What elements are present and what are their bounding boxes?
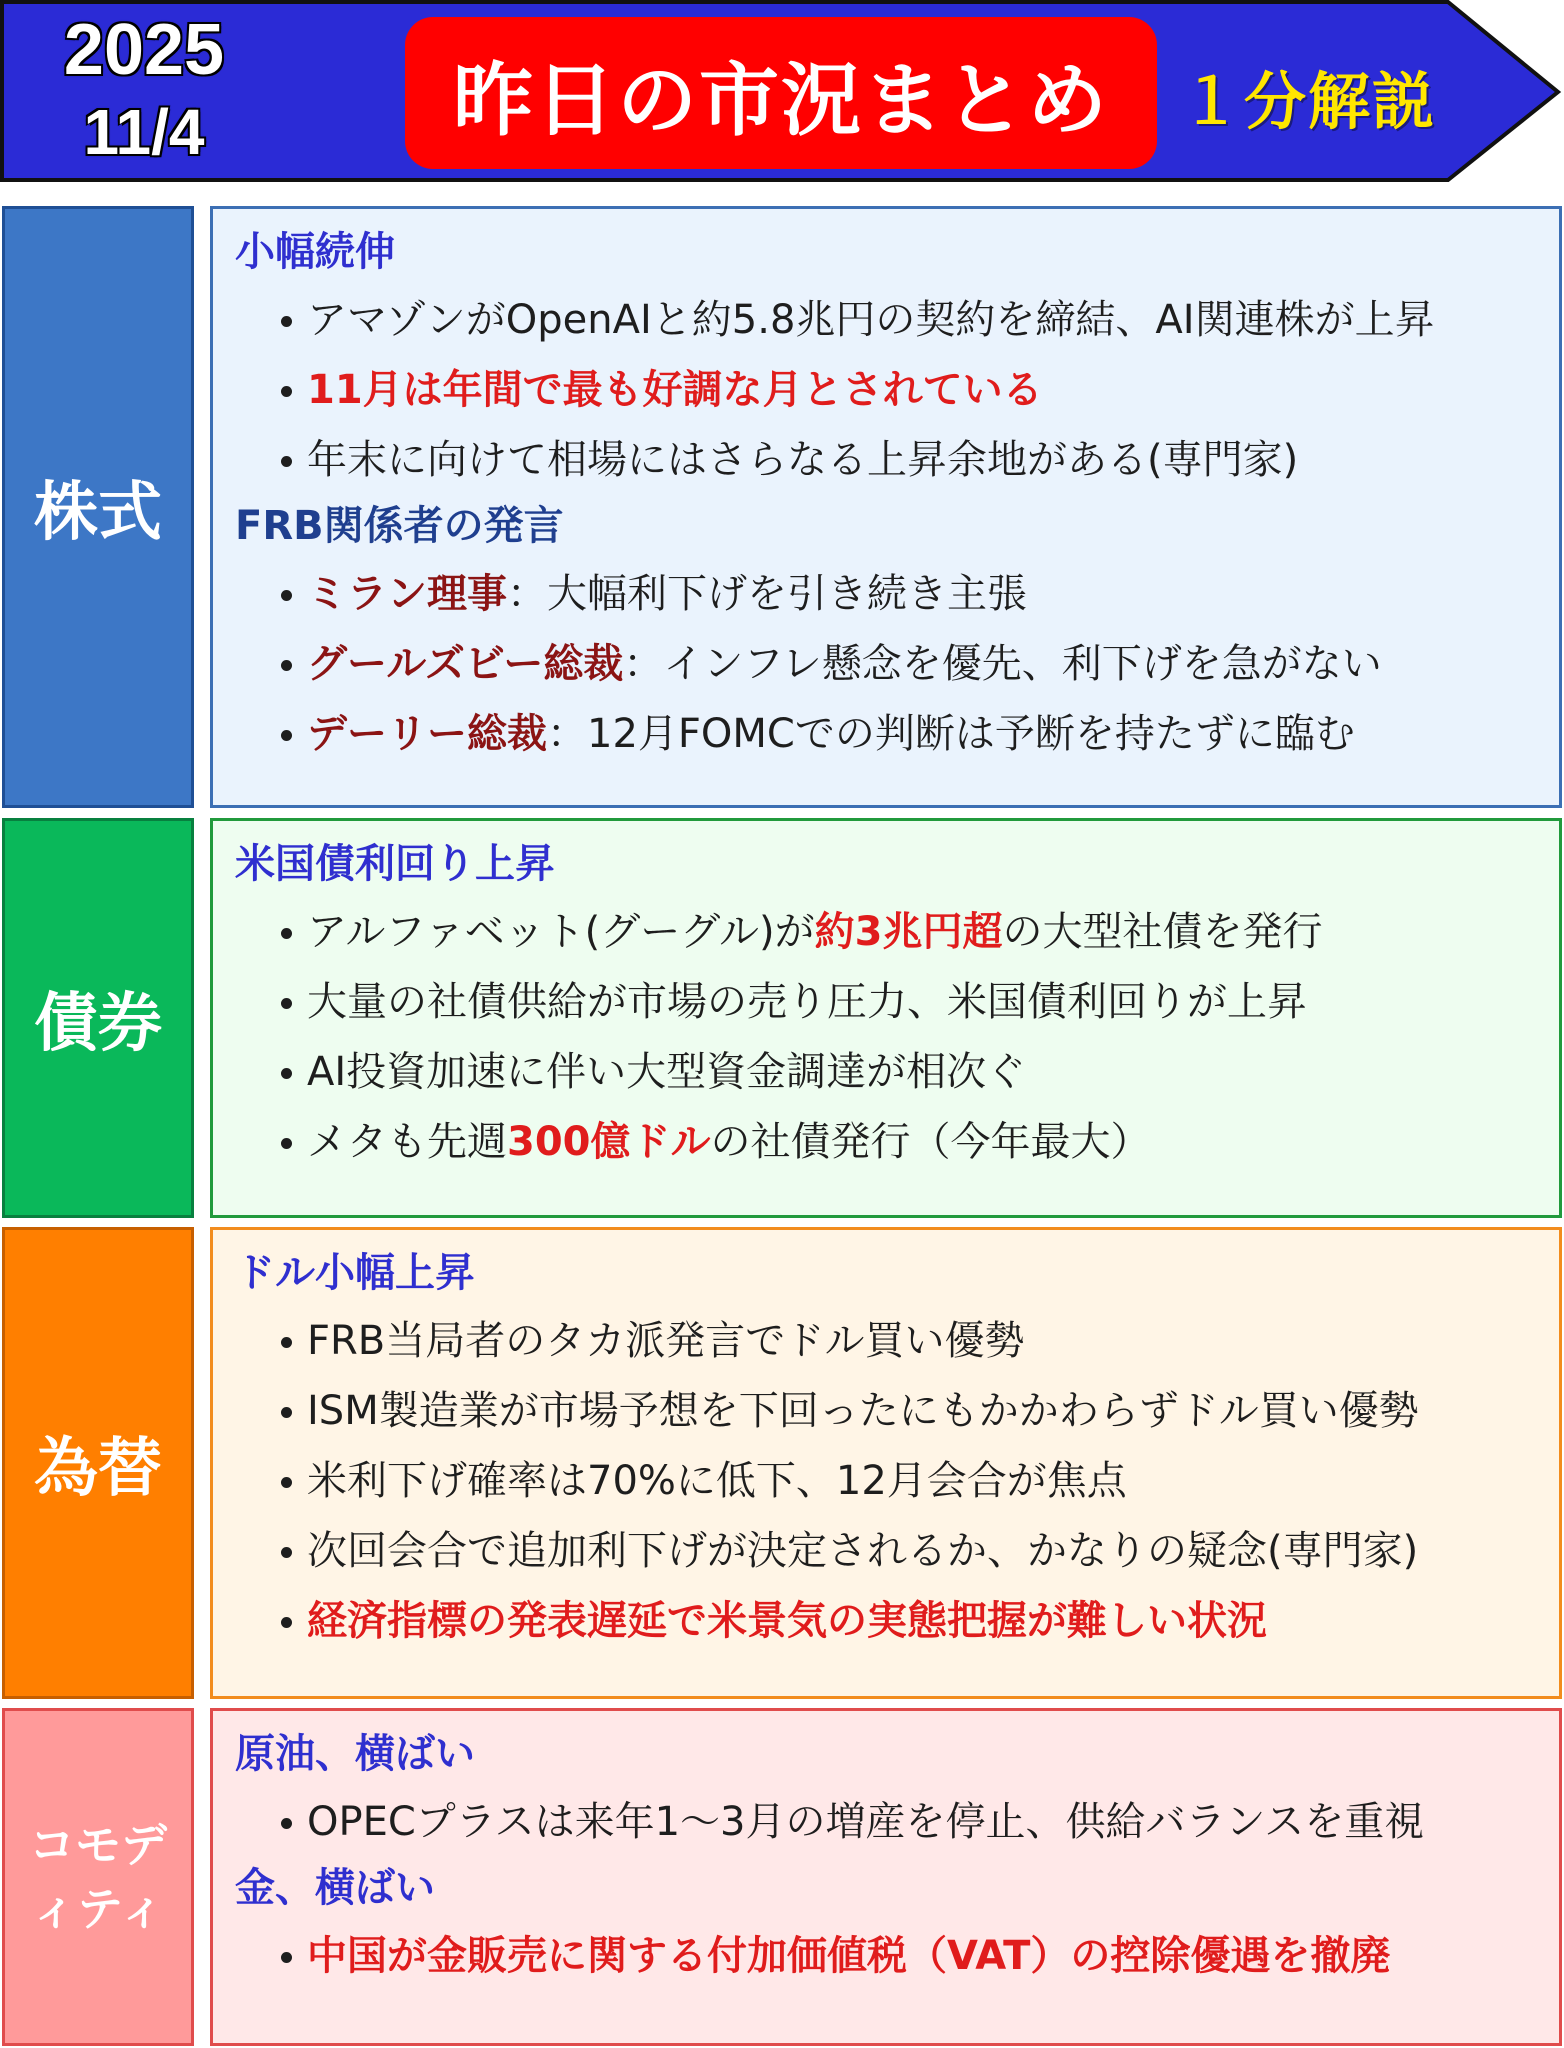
date-display <box>18 10 270 168</box>
stocks-heading-2: FRB関係者の発言 <box>235 503 564 549</box>
bonds-heading-1: 米国債利回り上昇 <box>235 841 555 887</box>
list-item: 米利下げ確率は70%に低下、12月会合が焦点 <box>235 1456 1559 1506</box>
date-month-day: 11/4 <box>83 96 205 168</box>
list-item: 11月は年間で最も好調な月とされている <box>235 365 1559 415</box>
section-content-bonds <box>210 818 1562 1218</box>
section-label-bonds: 債券 <box>2 818 194 1218</box>
list-item: 年末に向けて相場にはさらなる上昇余地がある(専門家) <box>235 435 1559 485</box>
list-item: 経済指標の発表遅延で米景気の実態把握が難しい状況 <box>235 1596 1559 1646</box>
section-content-stocks <box>210 206 1562 808</box>
section-commodity <box>0 1708 1564 2046</box>
header-banner <box>0 0 1564 182</box>
commodity-label-line-2: ィティ <box>30 1882 166 1936</box>
list-item: 次回会合で追加利下げが決定されるか、かなりの疑念(専門家) <box>235 1526 1559 1576</box>
commodity-label-line-1: コモデ <box>29 1818 167 1872</box>
list-item: OPECプラスは来年1〜3月の増産を停止、供給バランスを重視 <box>235 1797 1559 1847</box>
list-item: ISM製造業が市場予想を下回ったにもかかわらずドル買い優勢 <box>235 1386 1559 1436</box>
list-item: グールズビー総裁：インフレ懸念を優先、利下げを急がない <box>235 639 1559 689</box>
stocks-list-2 <box>235 569 1559 759</box>
section-bonds <box>0 818 1564 1218</box>
commodity-heading-1: 原油、横ばい <box>235 1731 475 1777</box>
list-item: 大量の社債供給が市場の売り圧力、米国債利回りが上昇 <box>235 977 1559 1027</box>
section-content-commodity <box>210 1708 1562 2046</box>
page-subtitle: １分解説 <box>1180 65 1437 138</box>
commodity-list-2 <box>235 1931 1559 1981</box>
list-item: 中国が金販売に関する付加価値税（VAT）の控除優遇を撤廃 <box>235 1931 1559 1981</box>
section-stocks <box>0 206 1564 808</box>
commodity-list-1 <box>235 1797 1559 1847</box>
stocks-heading-1: 小幅続伸 <box>235 229 395 275</box>
list-item: アルファベット(グーグル)が約3兆円超の大型社債を発行 <box>235 907 1559 957</box>
page-title: 昨日の市況まとめ <box>453 53 1109 147</box>
section-label-stocks: 株式 <box>2 206 194 808</box>
fx-list <box>235 1316 1559 1646</box>
bonds-list <box>235 907 1559 1167</box>
list-item: メタも先週300億ドルの社債発行（今年最大） <box>235 1117 1559 1167</box>
list-item: FRB当局者のタカ派発言でドル買い優勢 <box>235 1316 1559 1366</box>
section-fx <box>0 1227 1564 1699</box>
date-year: 2025 <box>63 10 225 90</box>
stocks-list-1 <box>235 295 1559 485</box>
list-item: アマゾンがOpenAIと約5.8兆円の契約を締結、AI関連株が上昇 <box>235 295 1559 345</box>
section-content-fx <box>210 1227 1562 1699</box>
fx-heading-1: ドル小幅上昇 <box>235 1250 475 1296</box>
commodity-heading-2: 金、横ばい <box>235 1865 435 1911</box>
section-label-fx: 為替 <box>2 1227 194 1699</box>
list-item: AI投資加速に伴い大型資金調達が相次ぐ <box>235 1047 1559 1097</box>
section-label-commodity <box>2 1708 194 2046</box>
list-item: ミラン理事：大幅利下げを引き続き主張 <box>235 569 1559 619</box>
list-item: デーリー総裁：12月FOMCでの判断は予断を持たずに臨む <box>235 709 1559 759</box>
title-box <box>405 17 1157 169</box>
